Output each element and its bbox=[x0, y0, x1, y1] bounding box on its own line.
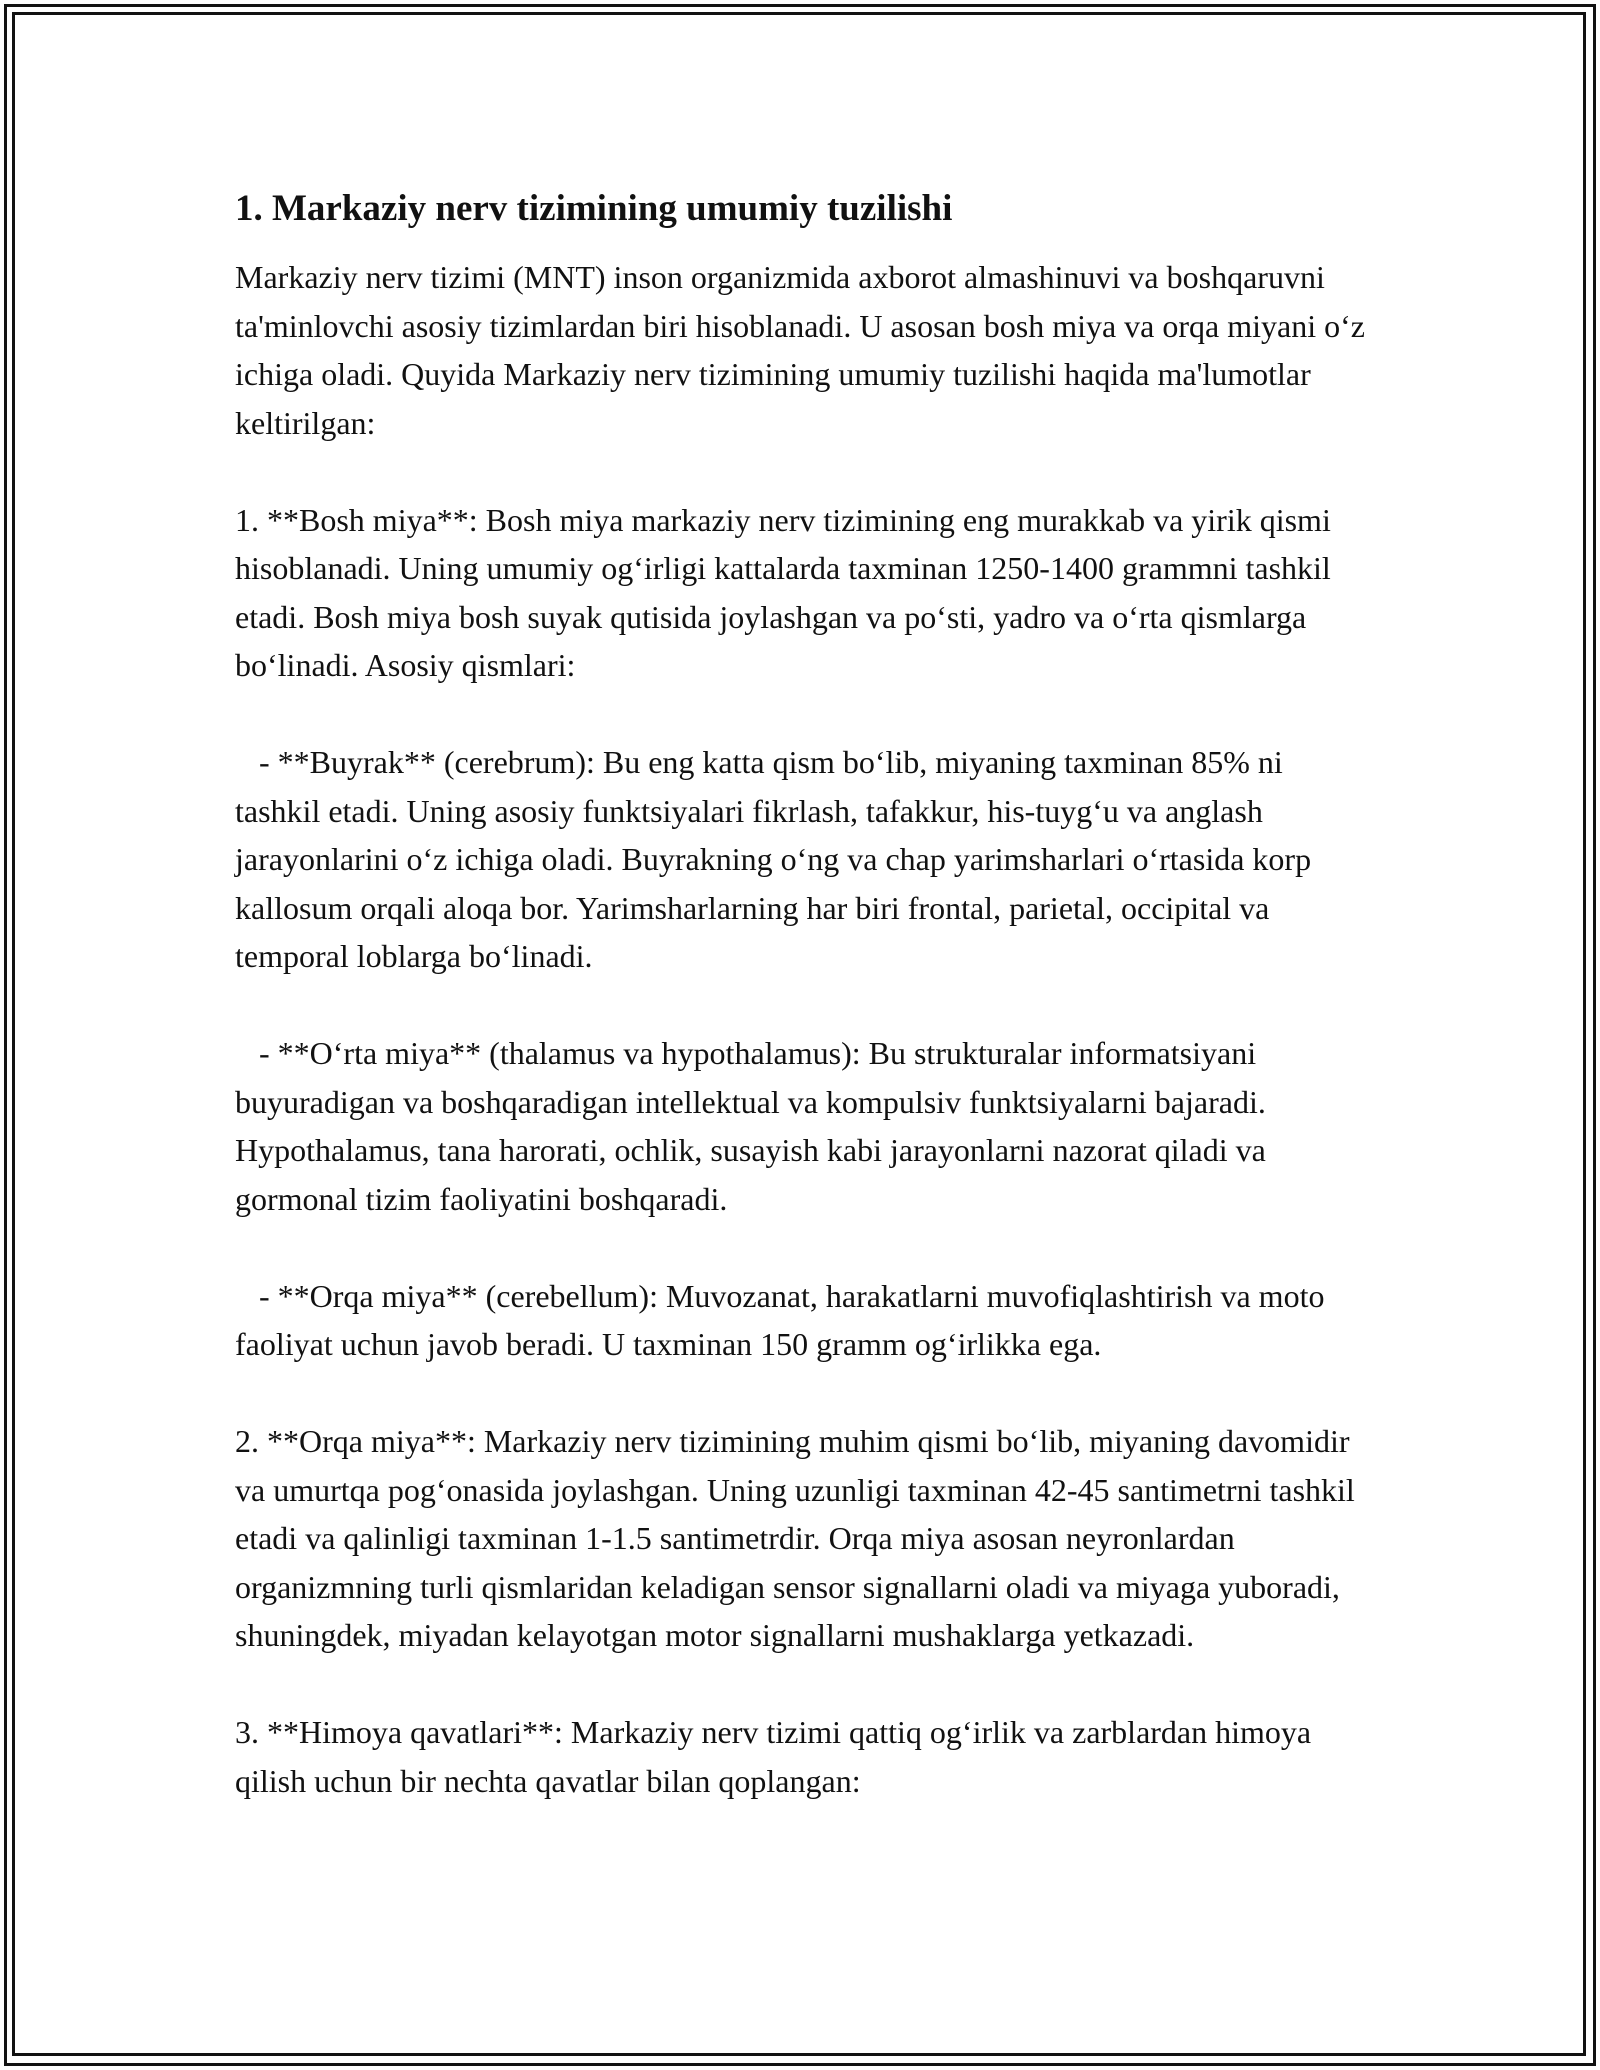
sub-item-buyrak: - **Buyrak** (cerebrum): Bu eng katta qism bo‘lib, miyaning taxminan 85% ni tashkil etadi. Uning asosiy funktsiyalari fikrlash, tafakkur, his-tuyg‘u va anglash jarayonlarini o‘z ichiga oladi. Buyrakning o‘ng va chap yarimsharlari o‘rtasida korp kallosum orqali aloqa bor. Yarimsharlarning har biri frontal, parietal, occipital va temporal loblarga bo‘linadi. bbox=[235, 744, 1320, 974]
list-item-bosh-miya: 1. **Bosh miya**: Bosh miya markaziy nerv tizimining eng murakkab va yirik qismi hisoblanadi. Uning umumiy og‘irligi kattalarda taxminan 1250-1400 grammni tashkil etadi. Bosh miya bosh suyak qutisida joylashgan va po‘sti, yadro va o‘rta qismlarga bo‘linadi. Asosiy qismlari: bbox=[235, 501, 1339, 683]
list-item-himoya-qavatlari: 3. **Himoya qavatlari**: Markaziy nerv tizimi qattiq og‘irlik va zarblardan himoya qilish uchun bir nechta qavatlar bilan qoplangan: bbox=[235, 1714, 1320, 1799]
list-item-orqa-miya: 2. **Orqa miya**: Markaziy nerv tizimining muhim qismi bo‘lib, miyaning davomidir va umurtqa pog‘onasida joylashgan. Uning uzunligi taxminan 42-45 santimetrni tashkil etadi va qalinligi taxminan 1-1.5 santimetrdir. Orqa miya asosan neyronlardan organizmning turli qismlaridan keladigan sensor signallarni oladi va miyaga yuboradi, shuningdek, miyadan kelayotgan motor signallarni mushaklarga yetkazadi. bbox=[235, 1423, 1363, 1653]
intro-paragraph: Markaziy nerv tizimi (MNT) inson organizmida axborot almashinuvi va boshqaruvni ta'minlovchi asosiy tizimlardan biri hisoblanadi. U asosan bosh miya va orqa miyani o‘z ichiga oladi. Quyida Markaziy nerv tizimining umumiy tuzilishi haqida ma'lumotlar keltirilgan: bbox=[235, 259, 1373, 441]
section-heading: 1. Markaziy nerv tizimining umumiy tuzilishi bbox=[235, 188, 953, 229]
sub-item-orqa-miya-cerebellum: - **Orqa miya** (cerebellum): Muvozanat, harakatlarni muvofiqlashtirish va moto faoliyat uchun javob beradi. U taxminan 150 gramm og‘irlikka ega. bbox=[235, 1277, 1333, 1362]
document-body bbox=[235, 185, 1375, 1854]
sub-item-orta-miya: - **O‘rta miya** (thalamus va hypothalamus): Bu strukturalar informatsiyani buyuradigan va boshqaradigan intellektual va kompulsiv funktsiyalarni bajaradi. Hypothalamus, tana harorati, ochlik, susayish kabi jarayonlarni nazorat qiladi va gormonal tizim faoliyatini boshqaradi. bbox=[235, 1035, 1274, 1217]
